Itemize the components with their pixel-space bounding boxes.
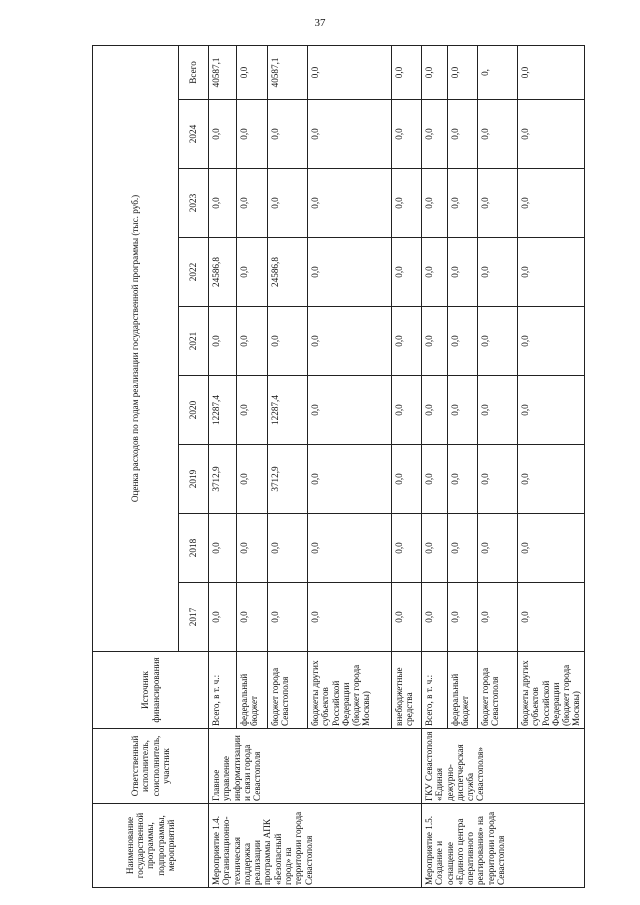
total-cell: 0,0 (237, 45, 268, 99)
value-cell: 0,0 (392, 169, 422, 238)
value-cell: 0,0 (237, 100, 268, 169)
value-cell: 0,0 (268, 514, 308, 583)
value-cell: 0,0 (308, 307, 392, 376)
value-cell: 0,0 (518, 514, 585, 583)
value-cell: 0,0 (422, 583, 448, 652)
value-cell: 0,0 (448, 169, 478, 238)
value-cell: 0,0 (392, 583, 422, 652)
value-cell: 0,0 (422, 445, 448, 514)
value-cell: 0,0 (209, 583, 237, 652)
value-cell: 0,0 (518, 583, 585, 652)
rotated-table-container (92, 46, 582, 888)
responsible-executor: ГКУ Севастополя «Единая дежурно-диспетчерская служба Севастополя» (422, 729, 585, 804)
value-cell: 0,0 (422, 238, 448, 307)
funding-source: бюджет города Севастополя (268, 652, 308, 729)
value-cell: 0,0 (209, 169, 237, 238)
value-cell: 0,0 (237, 307, 268, 376)
value-cell: 0,0 (209, 514, 237, 583)
table-row (209, 45, 237, 887)
total-cell: 40587,1 (268, 45, 308, 99)
total-cell: 0, (478, 45, 518, 99)
value-cell: 0,0 (448, 514, 478, 583)
value-cell: 0,0 (448, 238, 478, 307)
funding-source: бюджеты других субъектов Российской Федерации (бюджет города Москвы) (518, 652, 585, 729)
total-cell: 0,0 (518, 45, 585, 99)
value-cell: 0,0 (448, 583, 478, 652)
value-cell: 0,0 (308, 445, 392, 514)
activity-name: Мероприятие 1.4. Организационно-техническая поддержка реализации программы АПК «Безопасный город» на территории города Севастополя (209, 804, 422, 888)
value-cell: 0,0 (268, 169, 308, 238)
value-cell: 0,0 (422, 514, 448, 583)
value-cell: 0,0 (308, 169, 392, 238)
value-cell: 0,0 (392, 376, 422, 445)
funding-source: федеральный бюджет (448, 652, 478, 729)
value-cell: 24586,8 (209, 238, 237, 307)
value-cell: 0,0 (518, 238, 585, 307)
value-cell: 0,0 (478, 100, 518, 169)
funding-source: федеральный бюджет (237, 652, 268, 729)
value-cell: 0,0 (448, 445, 478, 514)
value-cell: 0,0 (268, 100, 308, 169)
value-cell: 0,0 (518, 169, 585, 238)
header-year: 2018 (179, 514, 209, 583)
funding-source: внебюджетные средства (392, 652, 422, 729)
total-cell: 0,0 (422, 45, 448, 99)
value-cell: 0,0 (478, 376, 518, 445)
header-year: 2020 (179, 376, 209, 445)
value-cell: 0,0 (237, 238, 268, 307)
page-number: 37 (314, 17, 326, 29)
header-name: Наименование государственной программы, подпрограммы, мероприятий (93, 804, 209, 888)
value-cell: 0,0 (478, 169, 518, 238)
value-cell: 0,0 (392, 100, 422, 169)
header-estimate: Оценка расходов по годам реализации государственной программы (тыс. руб.) (93, 45, 179, 651)
value-cell: 0,0 (448, 307, 478, 376)
value-cell: 0,0 (518, 445, 585, 514)
value-cell: 0,0 (237, 376, 268, 445)
header-year: 2024 (179, 100, 209, 169)
value-cell: 0,0 (478, 307, 518, 376)
value-cell: 0,0 (308, 100, 392, 169)
value-cell: 0,0 (422, 376, 448, 445)
total-cell: 0,0 (308, 45, 392, 99)
funding-source: бюджет города Севастополя (478, 652, 518, 729)
value-cell: 0,0 (209, 307, 237, 376)
value-cell: 0,0 (518, 307, 585, 376)
value-cell: 12287,4 (209, 376, 237, 445)
value-cell: 0,0 (422, 307, 448, 376)
value-cell: 0,0 (392, 238, 422, 307)
value-cell: 0,0 (392, 514, 422, 583)
value-cell: 0,0 (308, 583, 392, 652)
value-cell: 0,0 (308, 376, 392, 445)
header-year: 2017 (179, 583, 209, 652)
header-responsible: Ответственный исполнитель, соисполнитель, участник (93, 729, 209, 804)
total-cell: 0,0 (448, 45, 478, 99)
value-cell: 0,0 (237, 169, 268, 238)
value-cell: 12287,4 (268, 376, 308, 445)
value-cell: 24586,8 (268, 238, 308, 307)
value-cell: 3712,9 (268, 445, 308, 514)
funding-source: бюджеты других субъектов Российской Федерации (бюджет города Москвы) (308, 652, 392, 729)
header-total: Всего (179, 45, 209, 99)
value-cell: 0,0 (478, 583, 518, 652)
header-year: 2023 (179, 169, 209, 238)
value-cell: 3712,9 (209, 445, 237, 514)
header-year: 2019 (179, 445, 209, 514)
value-cell: 0,0 (478, 445, 518, 514)
activity-name: Мероприятие 1.5. Создание и оснащение «Единого центра оперативного реагирования» на территории города Севастополя (422, 804, 585, 888)
value-cell: 0,0 (392, 307, 422, 376)
value-cell: 0,0 (209, 100, 237, 169)
table-row (422, 45, 448, 887)
value-cell: 0,0 (478, 238, 518, 307)
header-year: 2022 (179, 238, 209, 307)
value-cell: 0,0 (268, 307, 308, 376)
value-cell: 0,0 (308, 514, 392, 583)
financing-table (92, 45, 585, 888)
value-cell: 0,0 (448, 376, 478, 445)
value-cell: 0,0 (448, 100, 478, 169)
header-year: 2021 (179, 307, 209, 376)
total-cell: 40587,1 (209, 45, 237, 99)
value-cell: 0,0 (237, 445, 268, 514)
value-cell: 0,0 (422, 169, 448, 238)
value-cell: 0,0 (308, 238, 392, 307)
value-cell: 0,0 (268, 583, 308, 652)
value-cell: 0,0 (518, 100, 585, 169)
value-cell: 0,0 (237, 514, 268, 583)
header-source: Источник финансирования (93, 652, 209, 729)
value-cell: 0,0 (478, 514, 518, 583)
responsible-executor: Главное управление информатизации и связи города Севастополя (209, 729, 422, 804)
value-cell: 0,0 (518, 376, 585, 445)
value-cell: 0,0 (422, 100, 448, 169)
funding-source: Всего, в т. ч.: (422, 652, 448, 729)
funding-source: Всего, в т. ч.: (209, 652, 237, 729)
total-cell: 0,0 (392, 45, 422, 99)
value-cell: 0,0 (392, 445, 422, 514)
value-cell: 0,0 (237, 583, 268, 652)
